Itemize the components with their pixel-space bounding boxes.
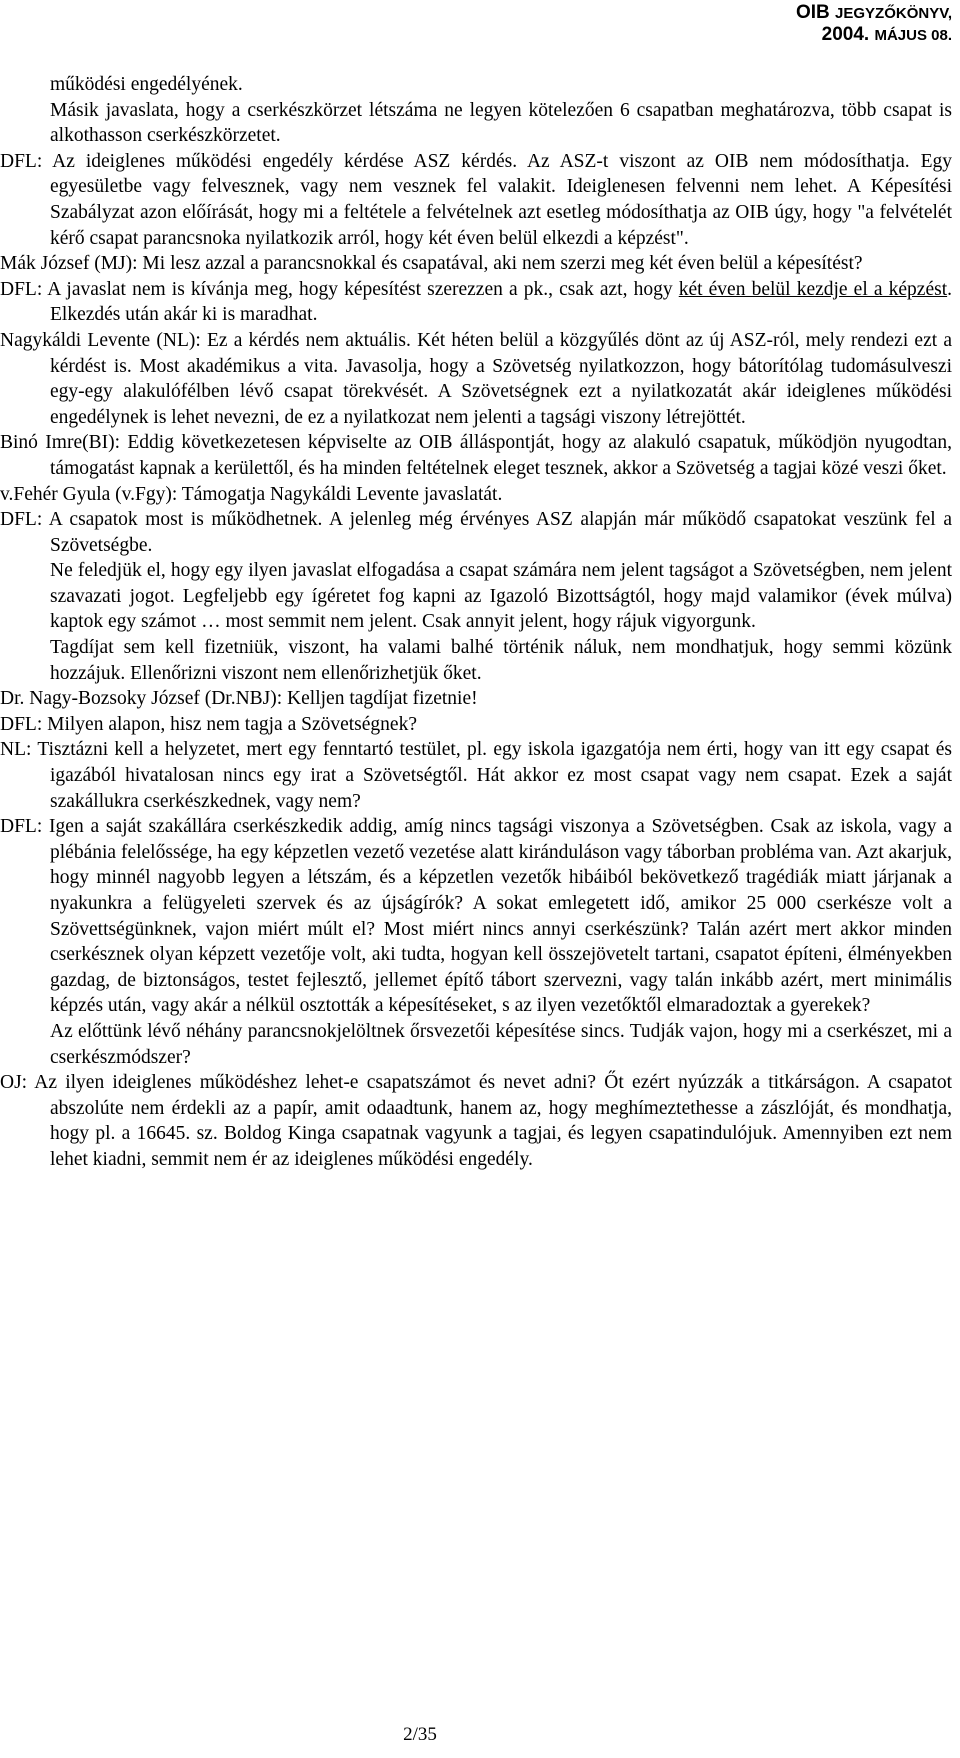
header-date: 2004. MÁJUS 08. bbox=[821, 24, 952, 45]
underlined-text: két éven belül kezdje el a képzést bbox=[678, 278, 948, 300]
paragraph bbox=[0, 712, 952, 738]
paragraph-text: DFL: A csapatok most is működhetnek. A jelenleg még érvényes ASZ alapján már működő csapatokat veszünk fel a Szövetségbe. bbox=[0, 509, 952, 556]
paragraph bbox=[0, 814, 952, 1019]
paragraph bbox=[0, 635, 952, 686]
paragraph-text: DFL: A javaslat nem is kívánja meg, hogy képesítést szerezzen a pk., csak azt, hogy bbox=[0, 278, 679, 300]
paragraph bbox=[0, 1070, 952, 1172]
paragraph bbox=[0, 1019, 952, 1070]
paragraph bbox=[0, 558, 952, 635]
paragraph-text: Binó Imre(BI): Eddig következetesen képviselte az OIB álláspontját, hogy az alakuló csapatuk, működjön nyugodtan, támogatást kapnak a kerülettől, és ha minden feltételnek eleget tesznek, akkor a Szövetség a tagjai közé veszi őket. bbox=[0, 432, 952, 479]
document-header bbox=[796, 2, 952, 46]
paragraph bbox=[0, 149, 952, 251]
paragraph bbox=[0, 251, 952, 277]
paragraph-text: v.Fehér Gyula (v.Fgy): Támogatja Nagykáldi Levente javaslatát. bbox=[0, 483, 503, 505]
paragraph-text: OJ: Az ilyen ideiglenes működéshez lehet-e csapatszámot és nevet adni? Őt ezért nyúzzák a titkárságon. A csapatot abszolúte nem érdekli az a papír, amit odaadtunk, hanem az, hogy meghímeztethesse a zászlóját, és mondhatja, hogy pl. a 16645. sz. Boldog Kinga csapatnak vagyunk a tagjai, és legyen csapatindulójuk. Amennyiben ezt nem lehet kiadni, semmit nem ér az ideiglenes működési engedély. bbox=[0, 1072, 952, 1170]
paragraph-text: DFL: Igen a saját szakállára cserkészkedik addig, amíg nincs tagsági viszonya a Szövetségben. Csak az iskola, vagy a plébánia felelőssége, ha egy képzetlen vezető vezetése alatt kiránduláson vagy táborban probléma van. Azt akarjuk, hogy minnél nagyobb legyen a létszám, és a képzetlen vezetők hibáiból bekövetkező tragédiák miatt járjanak a nyakunkra a felügyeleti szervek és az újságírók? A sokat emlegetett idő, amikor 25 000 cserkésze volt a Szövettségünknek, vajon miért múlt el? Most miért nincs annyi cserkészünk? Talán azért mert akkor minden cserkésznek olyan képzett vezetője volt, aki tudta, hogyan kell összejövetelt tartani, csapatot építeni, élményekben gazdag, de biztonságos, testet fejlesztő, jellemet építő tábort szervezni, vagy talán inkább azért, mert minimális képzés után, vagy akár a nélkül osztották a képesítéseket, s az ilyen vezetőktől elmaradoztak a gyerekek? bbox=[0, 816, 952, 1017]
paragraph-text: Mák József (MJ): Mi lesz azzal a parancsnokkal és csapatával, aki nem szerzi meg két éven belül a képesítést? bbox=[0, 253, 863, 275]
paragraph-text: Tagdíjat sem kell fizetniük, viszont, ha valami balhé történik náluk, nem mondhatjuk, hogy semmi közünk hozzájuk. Ellenőrizni viszont nem ellenőrizhetjük őket. bbox=[50, 637, 952, 684]
paragraph-text: Dr. Nagy-Bozsoky József (Dr.NBJ): Kelljen tagdíjat fizetnie! bbox=[0, 688, 478, 710]
paragraph-text: Ne feledjük el, hogy egy ilyen javaslat elfogadása a csapat számára nem jelent tagságot a Szövetségben, nem jelent szavazati jogot. Legfeljebb egy ígéretet fog kapni az Igazoló Bizottságtól, hogy majd valamikor (évek múlva) kaptok egy számot … most semmit nem jelent. Csak annyit jelent, hogy rájuk vigyorgunk. bbox=[50, 560, 952, 633]
paragraph bbox=[0, 737, 952, 814]
paragraph-text: működési engedélyének. bbox=[50, 74, 243, 95]
page-number: 2/35 bbox=[403, 1724, 437, 1745]
paragraph-text: NL: Tisztázni kell a helyzetet, mert egy fenntartó testület, pl. egy iskola igazgatója nem érti, hogy van itt egy csapat és igazából hivatalosan nincs egy irat a Szövetségtől. Hát akkor ez most csapat vagy nem csapat. Ezek a saját szakállukra cserkészkednek, vagy nem? bbox=[0, 739, 952, 812]
paragraph bbox=[0, 277, 952, 328]
paragraph-text: Az előttünk lévő néhány parancsnokjelöltnek őrsvezetői képesítése sincs. Tudják vajon, hogy mi a cserkészet, mi a cserkészmódszer? bbox=[50, 1020, 952, 1068]
paragraph-text: DFL: Milyen alapon, hisz nem tagja a Szövetségnek? bbox=[0, 713, 417, 735]
header-title: OIB JEGYZŐKÖNYV, bbox=[795, 2, 952, 23]
paragraph bbox=[0, 328, 952, 430]
paragraph bbox=[0, 507, 952, 558]
paragraph bbox=[0, 686, 952, 712]
paragraph bbox=[0, 98, 952, 149]
paragraph bbox=[0, 430, 952, 481]
document-body bbox=[0, 72, 952, 1173]
paragraph bbox=[0, 72, 952, 98]
paragraph-text: Nagykáldi Levente (NL): Ez a kérdés nem aktuális. Két héten belül a közgyűlés dönt az új ASZ-ról, mely rendezi ezt a kérdést is. Most akadémikus a vita. Javasolja, hogy a Szövetség nyilatkozzon, hogy bátorítólag tudomásulveszi egy-egy alakulófélben lévő csapat törekvését. A Szövetségnek ezt a nyilatkozatát akár ideiglenes működési engedélynek is lehet nevezni, de ez a nyilatkozat nem jelenti a tagsági viszony létrejöttét. bbox=[0, 329, 952, 428]
paragraph-text: DFL: Az ideiglenes működési engedély kérdése ASZ kérdés. Az ASZ-t viszont az OIB nem módosíthatja. Egy egyesületbe vagy felvesznek, vagy nem vesznek fel valakit. Ideiglenesen felvenni nem lehet. A Képesítési Szabályzat azon előírását, hogy mi a feltétele a felvételnek azt esetleg módosíthatja az OIB úgy, hogy "a felvételét kérő csapat parancsnoka nyilatkozik arról, hogy két éven belül elkezdi a képzést". bbox=[0, 150, 952, 249]
paragraph-text: Másik javaslata, hogy a cserkészkörzet létszáma ne legyen kötelezően 6 csapatban meghatározva, több csapat is alkothasson cserkészkörzetet. bbox=[50, 99, 952, 147]
paragraph-text: . Elkezdés után akár ki is maradhat. bbox=[50, 278, 952, 326]
paragraph bbox=[0, 482, 952, 508]
